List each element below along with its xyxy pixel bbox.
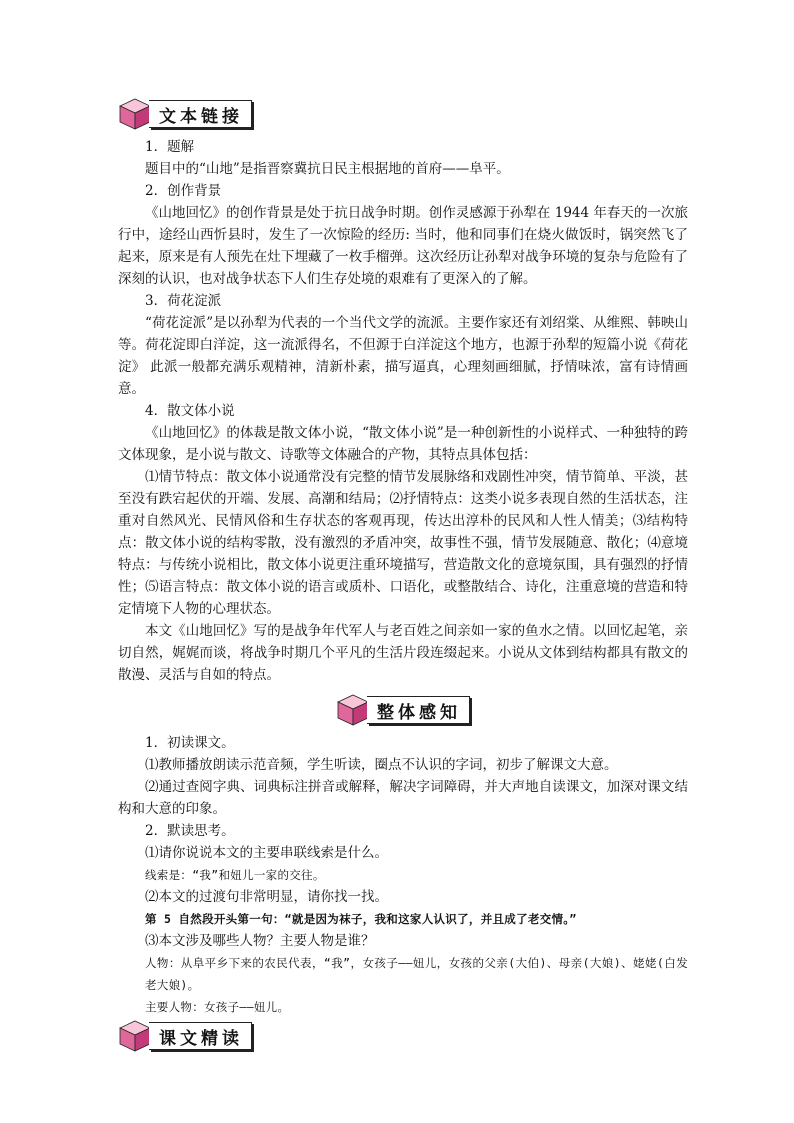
paragraph: 题目中的“山地”是指晋察冀抗日民主根据地的首府——阜平。 — [145, 161, 510, 177]
paragraph: ⑴教师播放朗读示范音频，学生听读，圈点不认识的字词，初步了解课文大意。 — [145, 757, 618, 773]
heading-1: 1．题解 — [145, 139, 195, 155]
answer: 线索是：“我”和妞儿一家的交往。 — [145, 868, 325, 882]
question: ⑴请你说说本文的主要串联线索是什么。 — [145, 845, 388, 861]
paragraph: 《山地回忆》的体裁是散文体小说，“散文体小说”是一种创新性的小说样式、一种独特的跨文体现象，是小说与散文、诗歌等文体融合的产物，其特点具体包括： — [118, 425, 688, 463]
question: ⑵本文的过渡句非常明显，请你找一找。 — [145, 889, 388, 905]
paragraph: 本文《山地回忆》写的是战争年代军人与老百姓之间亲如一家的鱼水之情。以回忆起笔，亲切自然，娓娓而谈，将战争时期几个平凡的生活片段连缀起来。小说从文体到结构都具有散文的散漫、灵活与自如的特点。 — [118, 623, 688, 683]
heading-2: 2．默读思考。 — [145, 823, 235, 839]
paragraph: ⑴情节特点：散文体小说通常没有完整的情节发展脉络和戏剧性冲突，情节简单、平淡，甚至没有跌宕起伏的开端、发展、高潮和结局；⑵抒情特点：这类小说多表现自然的生活状态，注重对自然风光、民情风俗和生存状态的客观再现，传达出淳朴的民风和人性人情美；⑶结构特点：散文体小说的结构零散，没有激烈的矛盾冲突，故事性不强，情节发展随意、散化；⑷意境特点：与传统小说相比，散文体小说更注重环境描写，营造散文化的意境氛围，具有强烈的抒情性；⑸语言特点：散文体小说的语言或质朴、口语化，或整散结合、诗化，注重意境的营造和特定情境下人物的心理状态。 — [118, 469, 688, 617]
section-header-overall-perception — [118, 692, 688, 728]
answer: 第 5 自然段开头第一句：“就是因为袜子，我和这家人认识了，并且成了老交情。” — [145, 912, 577, 926]
heading-2: 2．创作背景 — [145, 183, 222, 199]
section-header-close-reading — [118, 1018, 688, 1054]
section-title: 文本链接 — [159, 106, 243, 127]
section-title-box — [149, 1022, 252, 1050]
paragraph: “荷花淀派”是以孙犁为代表的一个当代文学的流派。主要作家还有刘绍棠、从维熙、韩映山等。荷花淀即白洋淀，这一流派得名，不但源于白洋淀这个地方，也源于孙犁的短篇小说《荷花淀》 此派一般都充满乐观精神，清新朴素，描写逼真，心理刻画细腻，抒情味浓，富有诗情画意。 — [118, 315, 688, 397]
heading-4: 4．散文体小说 — [145, 403, 235, 419]
paragraph: 《山地回忆》的创作背景是处于抗日战争时期。创作灵感源于孙犁在 1944 年春天的一次旅行中，途经山西忻县时，发生了一次惊险的经历: 当时，他和同事们在烧火做饭时，锅突然飞了起来，原来是有人预先在灶下埋藏了一枚手榴弹。这次经历让孙犁对战争环境的复杂与危险有了深刻的认识，也对战争状态下人们生存处境的艰难有了更深入的了解。 — [118, 205, 688, 287]
answer: 人物：从阜平乡下来的农民代表，“我”，女孩子——妞儿，女孩的父亲(大伯)、母亲(大娘)、姥姥(白发老大娘)。 — [145, 956, 688, 992]
section-title-box — [149, 100, 252, 128]
paragraph: ⑵通过查阅字典、词典标注拼音或解释，解决字词障碍，并大声地自读课文，加深对课文结构和大意的印象。 — [118, 779, 688, 817]
heading-1: 1．初读课文。 — [145, 735, 235, 751]
section-title: 课文精读 — [159, 1028, 243, 1049]
pink-cube-icon — [118, 97, 152, 131]
pink-cube-icon — [336, 693, 370, 727]
pink-cube-icon — [118, 1019, 152, 1053]
answer: 主要人物：女孩子——妞儿。 — [145, 1000, 290, 1014]
question: ⑶本文涉及哪些人物？主要人物是谁？ — [145, 933, 375, 949]
heading-3: 3．荷花淀派 — [145, 293, 222, 309]
section-title-box — [367, 696, 470, 724]
section-title: 整体感知 — [377, 702, 461, 723]
section-header-text-link — [118, 96, 688, 132]
document-page — [118, 96, 688, 1058]
